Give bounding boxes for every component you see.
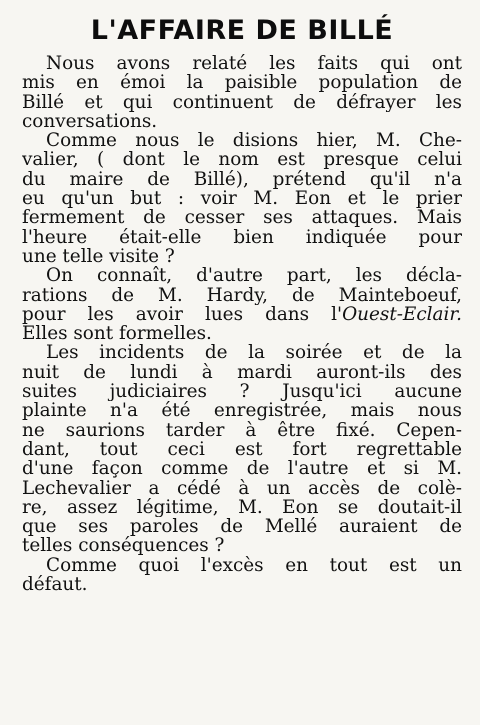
text-line: Elles sont formelles.	[22, 324, 212, 344]
text-line: l'heure était-elle bien indiquée pour	[22, 227, 462, 247]
article-paragraph	[22, 266, 462, 343]
text-line: que ses paroles de Mellé auraient de	[22, 517, 462, 537]
text-fragment: pour les avoir lues dans l'	[22, 304, 343, 325]
text-line: mis en émoi la paisible population de	[22, 73, 462, 93]
text-line: rations de M. Hardy, de Mainteboeuf,	[22, 285, 462, 305]
newspaper-article	[22, 14, 462, 594]
article-paragraph	[22, 54, 462, 131]
text-line: Comme quoi l'excès en tout est un	[46, 555, 462, 576]
text-line: Nous avons relaté les faits qui ont	[46, 54, 462, 74]
text-line: eu qu'un but : voir M. Eon et le prier	[22, 189, 462, 209]
newspaper-title: Ouest-Eclair.	[342, 304, 462, 325]
text-line: suites judiciaires ? Jusqu'ici aucune	[22, 382, 462, 402]
text-line: Lechevalier a cédé à un accès de colè-	[22, 478, 462, 498]
text-line: valier, ( dont le nom est presque celui	[22, 150, 462, 170]
text-line: ne saurions tarder à être fixé. Cepen-	[22, 420, 462, 440]
article-headline: L'AFFAIRE DE BILLÉ	[90, 15, 394, 46]
text-line: dant, tout ceci est fort regrettable	[22, 439, 462, 460]
text-line: d'une façon comme de l'autre et si M.	[22, 459, 462, 479]
article-paragraph	[22, 343, 462, 555]
article-paragraph	[22, 556, 462, 595]
text-line: Comme nous le disions hier, M. Che-	[46, 131, 462, 151]
text-line: du maire de Billé), prétend qu'il n'a	[22, 169, 462, 190]
text-line: une telle visite ?	[22, 246, 175, 267]
text-line: plainte n'a été enregistrée, mais nous	[22, 401, 462, 421]
text-line: re, assez légitime, M. Eon se doutait-il	[22, 497, 462, 518]
text-line: fermement de cesser ses attaques. Mais	[22, 208, 462, 228]
text-line: défaut.	[22, 575, 88, 595]
text-line: telles conséquences ?	[22, 536, 225, 556]
text-line-with-title	[22, 305, 462, 324]
text-line: conversations.	[22, 111, 158, 132]
text-line: Les incidents de la soirée et de la	[46, 343, 462, 363]
text-line: Billé et qui continuent de défrayer les	[22, 92, 462, 112]
text-line: nuit de lundi à mardi auront-ils des	[22, 362, 462, 383]
article-paragraph	[22, 131, 462, 266]
text-line: On connaît, d'autre part, les décla-	[46, 266, 462, 286]
